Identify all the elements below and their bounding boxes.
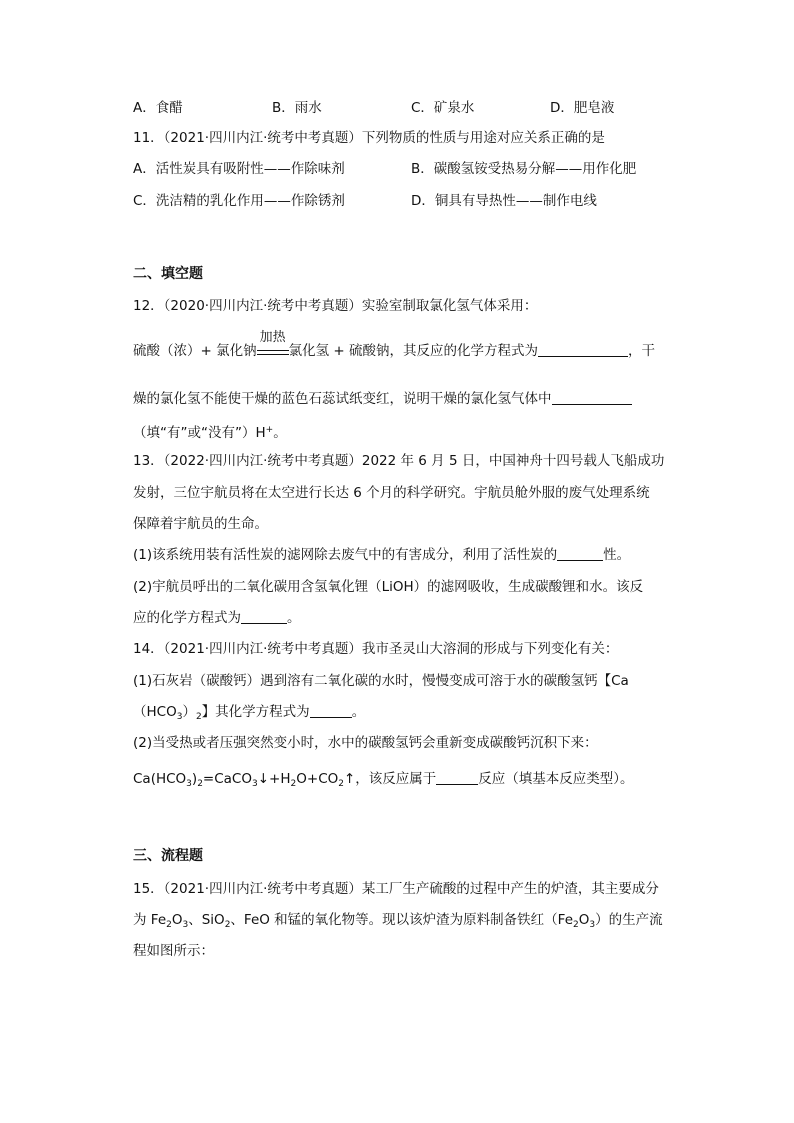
q14-sub1-line1: (1)石灰岩（碳酸钙）遇到溶有二氧化碳的水时，慢慢变成可溶于水的碳酸氢钙【Ca [133,673,629,689]
heating-condition-arrow [257,330,289,361]
subscript: 3 [252,779,258,789]
q11-stem: 11．（2021·四川内江·统考中考真题）下列物质的性质与用途对应关系正确的是 [133,130,605,146]
q10-option-c: C．矿泉水 [411,100,475,116]
formula-part: =CaCO [202,771,252,787]
q13-line1: 13．（2022·四川内江·统考中考真题）2022 年 6 月 5 日，中国神舟十四号载人飞船成功 [133,453,665,469]
q10-option-b: B．雨水 [272,100,322,116]
q14-eq-end: 反应（填基本反应类型）。 [478,771,634,787]
q11-option-a: A．活性炭具有吸附性——作除味剂 [133,161,345,177]
q12-superscript: + [265,425,274,435]
subscript: 3 [176,712,183,722]
subscript: 3 [186,779,192,789]
q12-line2-text: 燥的氯化氢不能使干燥的蓝色石蕊试纸变红，说明干燥的氯化氢气体中 [133,391,552,407]
q13-line3: 保障着宇航员的生命。 [133,516,268,532]
subscript: 2 [224,920,231,930]
subscript: 2 [573,920,579,930]
q14-formula-part: ） [182,704,196,720]
subscript: 3 [589,920,596,930]
q14-answer-blank-2[interactable] [436,770,478,785]
formula-part: O [578,912,590,928]
q13-sub2-line1: (2)宇航员呼出的二氧化碳用含氢氧化锂（LiOH）的滤网吸收，生成碳酸锂和水。该反 [133,579,644,595]
q15-line1: 15．（2021·四川内江·统考中考真题）某工厂生产硫酸的过程中产生的炉渣，其主要成分 [133,881,659,897]
section-title-fill-in: 二、填空题 [133,266,203,282]
q11-option-b: B．碳酸氢铵受热易分解——用作化肥 [411,161,637,177]
q12-eq-tail: ，干 [628,343,656,359]
q12-eq-condition: 加热 [259,330,286,345]
formula-part: O+CO [296,771,339,787]
q14-stem: 14．（2021·四川内江·统考中考真题）我市圣灵山大溶洞的形成与下列变化有关： [133,641,619,657]
q14-equation-line [133,769,634,794]
q13-sub2-line2 [133,608,301,628]
formula-part: Ca(HCO [133,771,187,787]
formula-part: 、SiO [188,912,225,928]
section-title-flowchart: 三、流程题 [133,848,203,864]
subscript: 2 [290,779,297,789]
q12-eq-right: 氯化氢 + 硫酸钠，其反应的化学方程式为 [288,343,539,359]
subscript: 2 [195,712,202,722]
q12-eq-left: 硫酸（浓）+ 氯化钠 [133,343,257,359]
subscript: 2 [197,779,203,789]
q14-sub1-end: 。 [351,704,366,720]
formula-part: O [171,912,183,928]
q14-sub1-text: 】其化学方程式为 [201,704,310,720]
q12-line3-text: （填“有”或“没有”）H [133,425,266,441]
formula-part: ↑，该反应属于 [343,771,437,787]
q10-option-d: D．肥皂液 [550,100,615,116]
formula-part: ）的生产流 [595,912,663,928]
q14-sub1-line2 [133,702,365,727]
formula-part: 、FeO 和锰的氧化物等。现以该炉渣为原料制备铁红（Fe [230,912,574,928]
q14-formula-part: （HCO [133,704,177,720]
q12-line2 [133,389,632,409]
q14-answer-blank-1[interactable] [310,703,352,718]
formula-part: ) [191,771,198,787]
q12-line3 [133,420,287,443]
q13-sub2-text: 应的化学方程式为 [133,610,241,626]
q11-option-c: C．洗洁精的乳化作用——作除锈剂 [133,193,345,209]
q13-answer-blank-2[interactable] [241,609,287,624]
formula-part: 为 Fe [133,912,167,928]
q14-sub2-line1: (2)当受热或者压强突然变小时，水中的碳酸氢钙会重新变成碳酸钙沉积下来： [133,735,598,751]
q13-sub1-end: 性。 [603,547,631,563]
q15-line2 [133,910,663,935]
q13-line2: 发射，三位宇航员将在太空进行长达 6 个月的科学研究。宇航员舱外服的废气处理系统 [133,485,650,501]
q12-line3-end: 。 [273,425,287,441]
q12-stem: 12．（2020·四川内江·统考中考真题）实验室制取氯化氢气体采用： [133,298,538,314]
q13-sub1-text: (1)该系统用装有活性炭的滤网除去废气中的有害成分，利用了活性炭的 [133,547,558,563]
q13-sub2-end: 。 [287,610,301,626]
formula-part: ↓+H [257,771,291,787]
subscript: 2 [338,779,344,789]
q13-answer-blank-1[interactable] [557,546,603,561]
q12-answer-blank-2[interactable] [552,390,632,405]
q13-sub1 [133,545,630,565]
double-line-symbol [257,350,289,355]
subscript: 2 [166,920,172,930]
q10-option-a: A．食醋 [133,100,183,116]
subscript: 3 [182,920,189,930]
q11-option-d: D．铜具有导热性——制作电线 [411,193,597,209]
q12-equation-line [133,330,656,361]
q15-line3: 程如图所示： [133,943,214,959]
q12-answer-blank-1[interactable] [538,342,628,357]
